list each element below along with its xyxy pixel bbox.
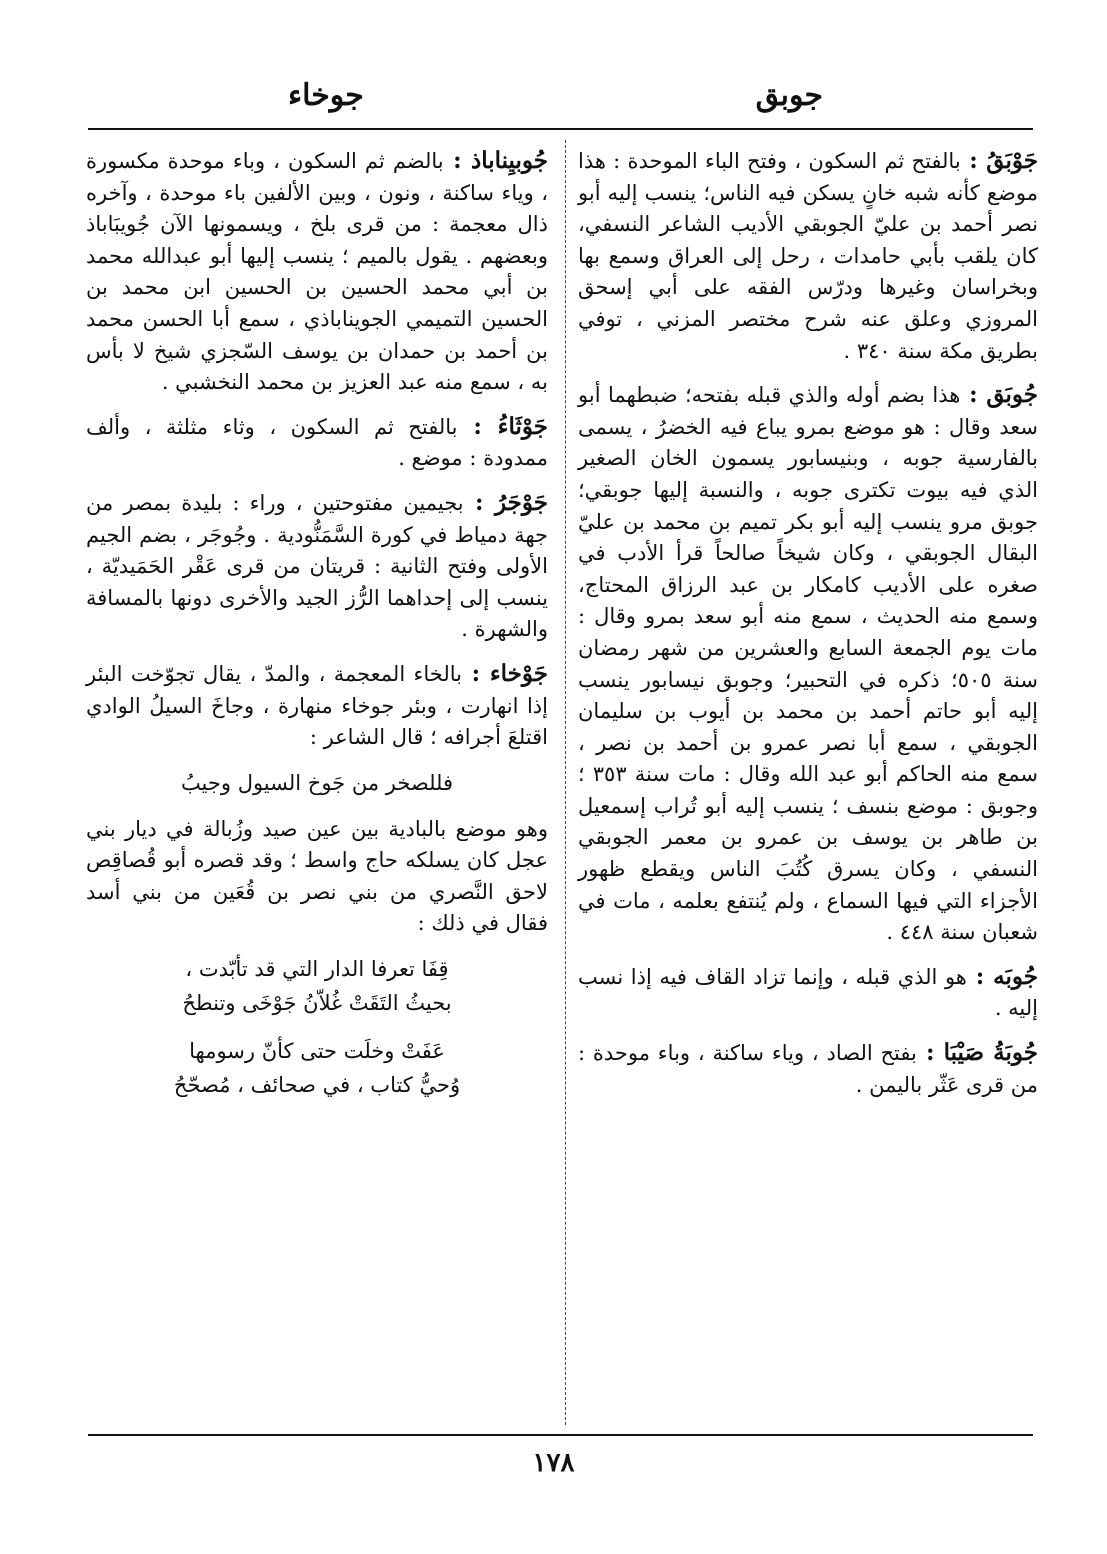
- verse-line: وُحيُّ كتاب ، في صحائف ، مُصحّحُ: [173, 1073, 461, 1098]
- dictionary-entry: [86, 487, 548, 646]
- entry-text: بالضم ثم السكون ، وباء موحدة مكسورة ، وياء ساكنة ، ونون ، وبين الألفين باء موحدة ، وآخره ذال معجمة : من قرى بلخ ، ويسمونها الآن جُويبَاباذ وبعضهم . يقول بالميم ؛ ينسب إليها أبو عبدالله محمد بن أبي محمد الحسين بن الحسين ابن محمد بن الحسين التميمي الجويناباذي ، سمع أبا الحسن محمد بن أحمد بن حمدان بن يوسف السّجزي شيخ لا بأس به ، سمع منه عبد العزيز بن محمد النخشبي .: [86, 149, 548, 395]
- running-header: [88, 78, 1033, 123]
- left-column: [86, 145, 548, 1116]
- column-divider: [565, 140, 566, 1425]
- dictionary-entry: [578, 379, 1038, 949]
- verse-line: عَفَتْ وخلَت حتى كأنّ رسومها: [189, 1039, 445, 1064]
- verse-block: [86, 1034, 548, 1102]
- dictionary-entry: [578, 961, 1038, 1025]
- verse-line: بحيثُ التَقَتْ غُلاّنُ جَوْخَى وتنطحُ: [182, 991, 452, 1016]
- dictionary-entry: [86, 411, 548, 475]
- entry-text: وهو موضع بالبادية بين عين صيد وزُبالة في ديار بني عجل كان يسلكه حاج واسط ؛ وقد قصره أبو قُصاقِص لاحق النَّصري من بني نصر بن قُعَين من بني أسد فقال في ذلك :: [86, 816, 548, 936]
- dictionary-entry: [578, 1037, 1038, 1101]
- entry-headword: جُوبَق :: [960, 381, 1039, 409]
- entry-headword: جَوْثَاءُ :: [457, 412, 548, 440]
- dictionary-entry: [86, 658, 548, 754]
- entry-text: هو الذي قبله ، وإنما تزاد القاف فيه إذا نسب إليه .: [578, 964, 1038, 1021]
- header-right-word: جوبق: [755, 78, 823, 113]
- header-left-word: جوخاء: [288, 78, 364, 113]
- entry-text: بالفتح ثم السكون ، وثاء مثلثة ، وألف ممدودة : موضع .: [86, 414, 548, 471]
- dictionary-entry: [86, 145, 548, 399]
- entry-text: هذا بضم أوله والذي قبله بفتحه؛ ضبطهما أبو سعد وقال : هو موضع بمرو يباع فيه الخضرُ ، يسمى بالفارسية جوبه ، وبنيسابور يسمون الخان الصغير الذي فيه بيوت تكترى جوبه ، والنسبة إليها جوبقي؛ جوبق مرو ينسب إليه أبو بكر تميم بن محمد بن عليّ البقال الجوبقي ، وكان شيخاً صالحاً قرأ الأدب في صغره على الأديب كامكار بن عبد الرزاق المحتاج، وسمع منه الحديث ، سمع منه أبو سعد بمرو وقال : مات يوم الجمعة السابع والعشرين من شهر رمضان سنة ٥٠٥؛ ذكره في التحبير؛ وجوبق نيسابور ينسب إليه أبو حاتم أحمد بن محمد بن أيوب بن سليمان الجوبقي ، سمع أبا نصر عمرو بن أحمد بن نصر ، سمع منه الحاكم أبو عبد الله وقال : مات سنة ٣٥٣ ؛ وجوبق : موضع بنسف ؛ ينسب إليه أبو تُراب إسمعيل بن طاهر بن يوسف بن عمرو بن معمر الجوبقي النسفي ، وكان يسرق كُتُبَ الناس ويقطع ظهور الأجزاء التي فيها السماع ، ولم يُنتفع بعلمه ، مات في شعبان سنة ٤٤٨ .: [578, 383, 1038, 945]
- page-number: ١٧٨: [532, 1448, 575, 1478]
- dictionary-entry: [86, 814, 548, 940]
- entry-headword: جُوبَةُ صَيْبَا :: [916, 1039, 1038, 1067]
- entry-headword: جُوبيِناباذ :: [443, 147, 549, 174]
- entry-headword: جَوْجَرُ :: [463, 488, 548, 516]
- entry-headword: جَوْخاء :: [461, 659, 548, 687]
- verse-block: [86, 952, 548, 1020]
- entry-text: بالفتح ثم السكون ، وفتح الباء الموحدة : هذا موضع كأنه شبه خانٍ يسكن فيه الناس؛ ينسب إليه أبو نصر أحمد بن عليّ الجوبقي الأديب الشاعر النسفي، كان يلقب بأبي حامدات ، رحل إلى العراق وسمع بها وبخراسان وغيرها ودرّس الفقه على أبي إسحق المروزي وعلق عنه شرح مختصر المزني ، توفي بطريق مكة سنة ٣٤٠ .: [578, 149, 1038, 363]
- entry-headword: جُوبَه :: [966, 962, 1038, 990]
- right-column: [578, 145, 1038, 1113]
- entry-text: بفتح الصاد ، وياء ساكنة ، وباء موحدة : من قرى عَثّر باليمن .: [578, 1041, 1038, 1097]
- verse-line: قِفَا تعرفا الدار التي قد تأبّدت ،: [185, 957, 449, 982]
- verse-line: فللصخر من جَوخ السيول وجيبُ: [180, 770, 454, 795]
- header-rule: [88, 128, 1033, 130]
- footer-rule: [88, 1434, 1033, 1436]
- verse-block: [86, 766, 548, 800]
- entry-headword: جَوْبَقُ :: [960, 147, 1038, 174]
- entry-text: بجيمين مفتوحتين ، وراء : بليدة بمصر من جهة دمياط في كورة السَّمَنُّودية . وجُوجَر ، بضم الجيم الأولى وفتح الثانية : قريتان من قرى عَقْر الحَمَيديّة ، ينسب إلى إحداهما الرُّز الجيد والأخرى دونها بالمسافة والشهرة .: [86, 490, 548, 642]
- dictionary-entry: [578, 145, 1038, 367]
- entry-text: بالخاء المعجمة ، والمدّ ، يقال تجوّخت البئر إذا انهارت ، وبئر جوخاء منهارة ، وجاخَ السيلُ الوادي اقتلعَ أجرافه ؛ قال الشاعر :: [86, 661, 548, 750]
